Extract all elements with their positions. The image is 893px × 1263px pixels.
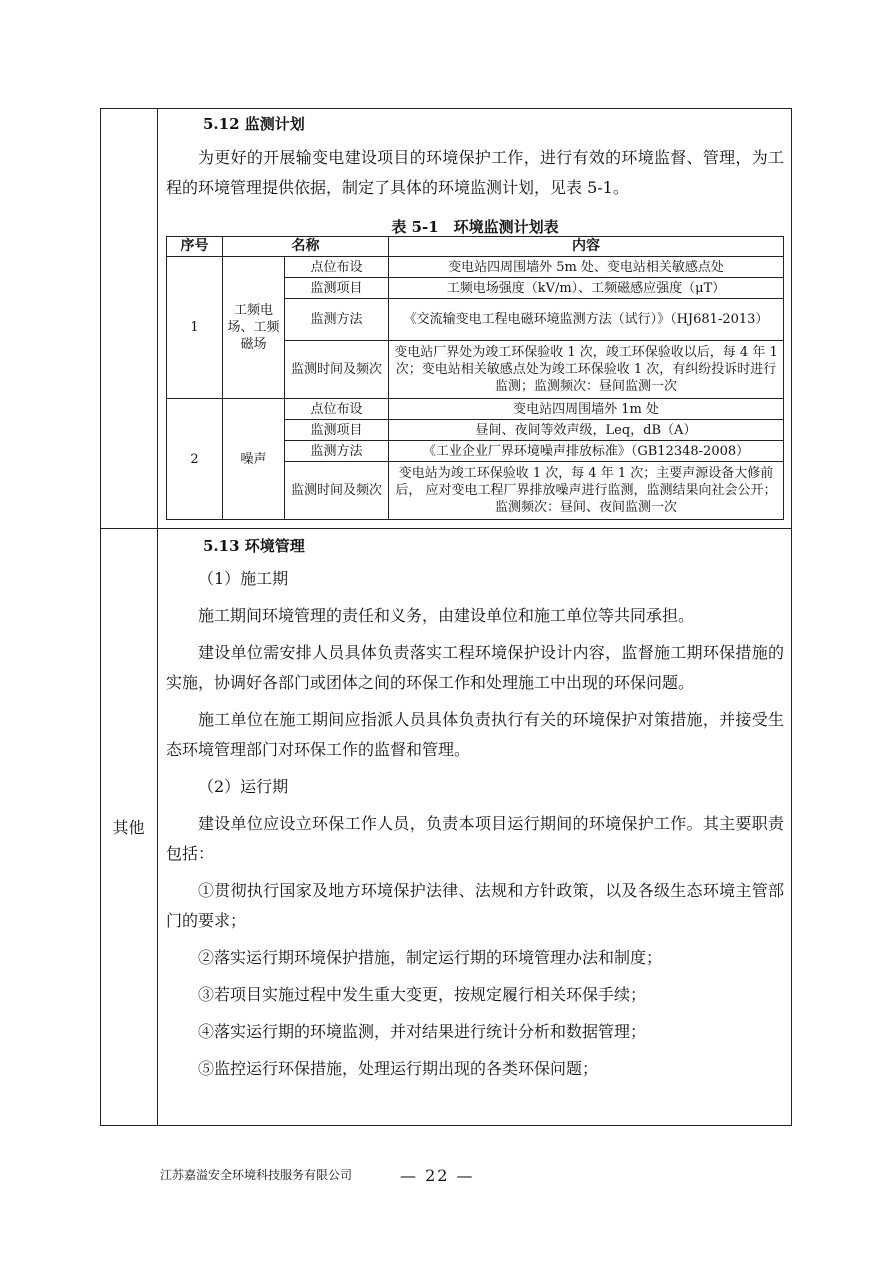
monitoring-intro-paragraph: 为更好的开展输变电建设项目的环境保护工作，进行有效的环境监督、管理，为工程的环境管理提供依据，制定了具体的环境监测计划，见表 5-1。: [166, 148, 784, 197]
footer-company: 江苏嘉溢安全环境科技服务有限公司: [160, 1168, 353, 1182]
paragraph: 施工期间环境管理的责任和义务，由建设单位和施工单位等共同承担。: [198, 606, 695, 625]
monitoring-table: [166, 236, 784, 520]
header-no: 序号: [167, 237, 223, 257]
item-content: 变电站厂界处为竣工环保验收 1 次，竣工环保验收以后，每 4 年 1 次；变电站相关敏感点处为竣工环保验收 1 次，有纠纷投诉时进行监测；监测频次：昼间监测一次: [389, 341, 784, 399]
section-title-monitoring: 5.12 监测计划: [203, 115, 305, 133]
row-label-other: 其他: [112, 818, 145, 837]
group-no: 1: [167, 257, 223, 399]
subheading-operation: （2）运行期: [198, 777, 289, 796]
item-label: 监测方法: [285, 299, 389, 341]
group-name: 工频电场、工频磁场: [223, 257, 285, 399]
group-no: 2: [167, 399, 223, 520]
table-row: [167, 399, 784, 420]
management-body: [166, 564, 784, 1084]
table-header-row: [167, 237, 784, 257]
header-content: 内容: [389, 237, 784, 257]
paragraph: 建设单位需安排人员具体负责落实工程环境保护设计内容，监督施工期环保措施的实施，协调好各部门或团体之间的环保工作和处理施工中出现的环保问题。: [166, 643, 784, 692]
item-content: 《工业企业厂界环境噪声排放标准》（GB12348-2008）: [389, 441, 784, 462]
section-title-management: 5.13 环境管理: [203, 537, 305, 555]
subheading-construction: （1）施工期: [198, 569, 289, 588]
row-divider: [100, 528, 792, 529]
item-content: 《交流输变电工程电磁环境监测方法（试行）》（HJ681-2013）: [389, 299, 784, 341]
item-label: 监测方法: [285, 441, 389, 462]
item-label: 监测时间及频次: [285, 462, 389, 520]
list-item: ③若项目实施过程中发生重大变更，按规定履行相关环保手续；: [198, 985, 647, 1004]
paragraph: 施工单位在施工期间应指派人员具体负责执行有关的环境保护对策措施，并接受生态环境管理部门对环保工作的监督和管理。: [166, 710, 784, 759]
header-name: 名称: [223, 237, 389, 257]
table-caption: 表 5-1 环境监测计划表: [391, 218, 559, 236]
item-content: 变电站四周围墙外 5m 处、变电站相关敏感点处: [389, 257, 784, 278]
item-label: 点位布设: [285, 399, 389, 420]
column-divider: [157, 108, 158, 1126]
list-item: ④落实运行期的环境监测，并对结果进行统计分析和数据管理；: [198, 1022, 647, 1041]
group-name: 噪声: [223, 399, 285, 520]
list-item: ①贯彻执行国家及地方环境保护法律、法规和方针政策，以及各级生态环境主管部门的要求；: [166, 881, 784, 930]
paragraph: 建设单位应设立环保工作人员，负责本项目运行期间的环境保护工作。其主要职责包括：: [166, 814, 784, 863]
item-content: 变电站为竣工环保验收 1 次，每 4 年 1 次；主要声源设备大修前后， 应对变电工程厂界排放噪声进行监测，监测结果向社会公开；监测频次：昼间、夜间监测一次: [389, 462, 784, 520]
item-content: 变电站四周围墙外 1m 处: [389, 399, 784, 420]
item-content: 工频电场强度（kV/m）、工频磁感应强度（μT）: [389, 278, 784, 299]
item-label: 监测项目: [285, 420, 389, 441]
table-row: [167, 257, 784, 278]
list-item: ⑤监控运行环保措施，处理运行期出现的各类环保问题；: [198, 1059, 599, 1078]
item-label: 监测时间及频次: [285, 341, 389, 399]
item-content: 昼间、夜间等效声级，Leq，dB（A）: [389, 420, 784, 441]
page-number: — 22 —: [400, 1166, 475, 1185]
item-label: 点位布设: [285, 257, 389, 278]
item-label: 监测项目: [285, 278, 389, 299]
list-item: ②落实运行期环境保护措施，制定运行期的环境管理办法和制度；: [198, 948, 663, 967]
